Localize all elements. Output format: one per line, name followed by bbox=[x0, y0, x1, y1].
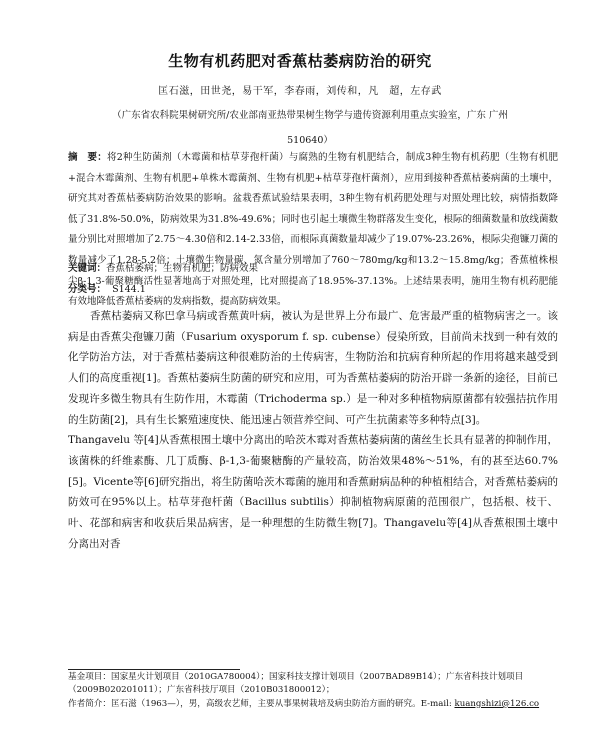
abstract-label: 摘 要： bbox=[68, 152, 107, 163]
fund-footnote bbox=[68, 671, 558, 698]
author-email-link[interactable]: kuangshizi@126.co bbox=[454, 698, 540, 709]
classification-label: 分类号： bbox=[68, 284, 107, 295]
author-list: 匡石滋，田世尧，易干军，李春雨，刘传和，凡 超，左存武 bbox=[158, 86, 442, 97]
footnote-divider bbox=[68, 669, 240, 670]
classification-number bbox=[68, 283, 558, 297]
body-paragraph: 香蕉枯萎病又称巴拿马病或香蕉黄叶病，被认为是世界上分布最广、危害最严重的植物病害之一。该病是由香蕉尖孢镰刀菌（Fusarium oxysporum f. sp. cubense）侵染所致，目前尚未找到一种有效的化学防治方法，对于香蕉枯萎病这种很难防治的土传病害，生物防治和抗病育种所起的作用将越来越受到人们的高度重视[1]。香蕉枯萎病生防菌的研究和应用，可为香蕉枯萎病的防治开辟一条新的途径，目前已发现许多微生物具有生防作用，木霉菌（Trichoderma sp.）是一种对多种植物病原菌都有较强拮抗作用的生防菌[2]，具有生长繁殖速度快、能迅速占领营养空间、可产生抗菌素等多种特点[3]。 bbox=[68, 310, 558, 426]
author-bio-label: 作者简介： bbox=[68, 698, 111, 709]
fund-text: 国家星火计划项目（2010GA780004）；国家科技支撑计划项目（2007BAD89B14）；广东省科技计划项目（2009B020201011）；广东省科技厅项目（2010B031800012）； bbox=[68, 672, 524, 696]
paper-title: 生物有机药肥对香蕉枯萎病防治的研究 bbox=[168, 52, 432, 70]
body-text bbox=[68, 306, 558, 554]
footnotes bbox=[68, 671, 558, 711]
classification-text: S144.1 bbox=[112, 284, 146, 295]
affiliation: （广东省农科院果树研究所/农业部南亚热带果树生物学与遗传资源利用重点实验室，广东 广州 510640） bbox=[112, 110, 508, 146]
author-bio-text: 匡石滋（1963—），男，高级农艺师，主要从事果树栽培及病虫防治方面的研究。E-mail: bbox=[110, 698, 452, 709]
keywords-text: 香蕉枯萎病；生物有机肥；防病效果 bbox=[106, 263, 259, 274]
keywords-label: 关键词： bbox=[68, 263, 107, 274]
abstract-text: 将2种生防菌剂（木霉菌和枯草芽孢杆菌）与腐熟的生物有机肥结合，制成3种生物有机药肥（生物有机肥+混合木霉菌剂、生物有机肥+单株木霉菌剂、生物有机肥+枯草芽孢杆菌剂），应用到接种香蕉枯萎病菌的土壤中，研究其对香蕉枯萎病防治效果的影响。盆栽香蕉试验结果表明，3种生物有机药肥处理与对照处理比较，病情指数降低了31.8%-50.0%，防病效果为31.8%-49.6%；同时也引起土壤微生物群落发生变化，根际的细菌数量和放线菌数量分别比对照增加了2.75～4.30倍和2.14-2.33倍，而根际真菌数量却减少了19.07%-23.26%，根际尖孢镰刀菌的数量减少了1.28-5.2倍；土壤微生物量碳、氮含量分别增加了760～780mg/kg和13.2～15.8mg/kg；香蕉植株根尖β-1,3-葡聚糖酶活性显著地高于对照处理，比对照提高了18.95%-37.13%。上述结果表明，施用生物有机药肥能有效地降低香蕉枯萎病的发病指数，提高防病效果。 bbox=[68, 152, 558, 308]
fund-label: 基金项目： bbox=[68, 672, 111, 682]
author-footnote bbox=[68, 698, 558, 711]
body-paragraph: Thangavelu 等[4]从香蕉根围土壤中分离出的哈茨木霉对香蕉枯萎病菌的菌丝生长具有显著的抑制作用，该菌株的纤维素酶、几丁质酶、β-1,3-葡聚糖酶的产量较高，防治效果48%～51%，有的甚至达60.7%[5]。Vicente等[6]研究指出，将生防菌哈茨木霉菌的施用和香蕉耐病品种的种植相结合，对香蕉枯萎病的防效可在95%以上。枯草芽孢杆菌（Bacillus subtilis）抑制植物病原菌的范围很广，包括根、枝干、叶、花部和病害和收获后果品病害，是一种理想的生防微生物[7]。Thangavelu等[4]从香蕉根围土壤中分离出对香 bbox=[68, 434, 558, 550]
keywords bbox=[68, 262, 558, 276]
